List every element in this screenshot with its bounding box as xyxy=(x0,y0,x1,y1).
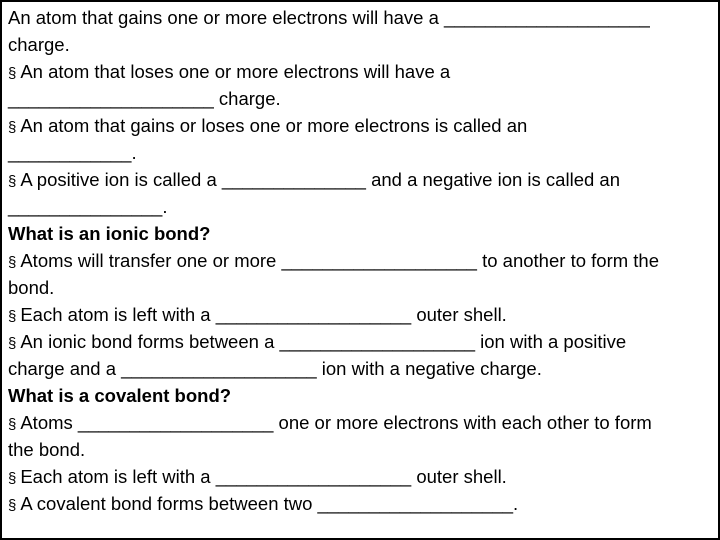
bullet-icon: § xyxy=(8,254,17,271)
bullet-icon: § xyxy=(8,173,17,190)
text-line: Each atom is left with a ___________________ outer shell. xyxy=(20,466,507,487)
bullet-icon: § xyxy=(8,470,17,487)
worksheet-content xyxy=(8,4,716,517)
question-covalent-shell xyxy=(8,463,716,490)
bullet-icon: § xyxy=(8,335,17,352)
question-ionic-forms xyxy=(8,328,716,382)
text-line: Each atom is left with a ___________________ outer shell. xyxy=(20,304,507,325)
text-line: Atoms ___________________ one or more electrons with each other to form xyxy=(20,412,652,433)
bullet-icon: § xyxy=(8,308,17,325)
question-covalent-forms xyxy=(8,490,716,517)
text-line: bond. xyxy=(8,277,55,298)
text-line: An atom that gains or loses one or more electrons is called an xyxy=(20,115,528,136)
text-line: A positive ion is called a ______________ and a negative ion is called an xyxy=(20,169,620,190)
question-covalent-share xyxy=(8,409,716,463)
bullet-icon: § xyxy=(8,119,17,136)
text-line: ____________. xyxy=(8,142,137,163)
section-heading-covalent: What is a covalent bond? xyxy=(8,385,232,406)
text-line: Atoms will transfer one or more ___________________ to another to form the xyxy=(20,250,659,271)
text-line: _______________. xyxy=(8,196,168,217)
bullet-icon: § xyxy=(8,416,17,433)
text-line: An atom that gains one or more electrons will have a ____________________ xyxy=(8,7,650,28)
text-line: A covalent bond forms between two ___________________. xyxy=(20,493,519,514)
bullet-icon: § xyxy=(8,65,17,82)
text-line: charge and a ___________________ ion with a negative charge. xyxy=(8,358,542,379)
text-line: An atom that loses one or more electrons will have a xyxy=(20,61,451,82)
question-ionic-shell xyxy=(8,301,716,328)
text-line: ____________________ charge. xyxy=(8,88,281,109)
question-charge-gain xyxy=(8,4,716,58)
text-line: An ionic bond forms between a ___________________ ion with a positive xyxy=(20,331,627,352)
text-line: the bond. xyxy=(8,439,86,460)
text-line: charge. xyxy=(8,34,70,55)
question-ionic-transfer xyxy=(8,247,716,301)
question-ion-names xyxy=(8,166,716,220)
question-ion-definition xyxy=(8,112,716,166)
bullet-icon: § xyxy=(8,497,17,514)
section-heading-ionic: What is an ionic bond? xyxy=(8,223,211,244)
question-charge-lose xyxy=(8,58,716,112)
